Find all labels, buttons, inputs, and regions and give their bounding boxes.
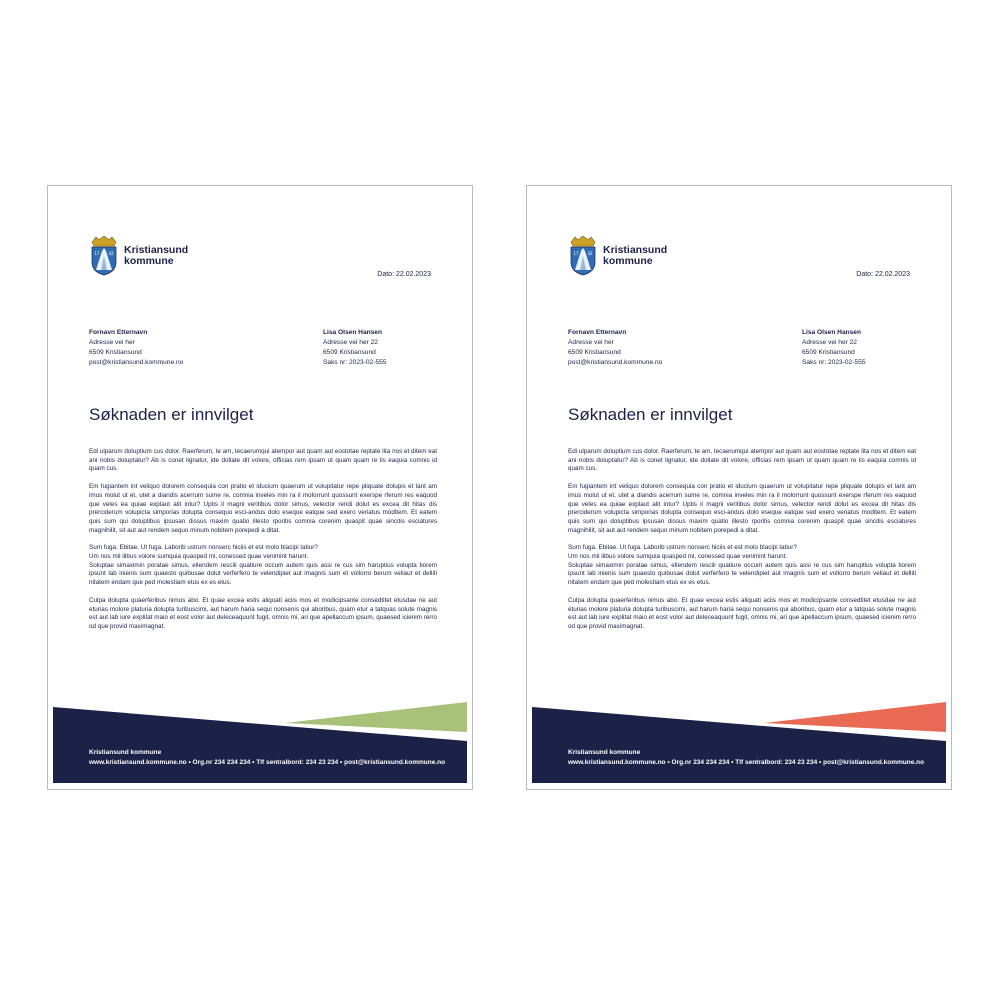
municipality-name-line1: Kristiansund xyxy=(124,244,189,256)
letter-title: Søknaden er innvilget xyxy=(568,405,733,424)
recipient-name: Lisa Olsen Hansen xyxy=(323,329,382,336)
svg-text:17: 17 xyxy=(94,251,100,256)
svg-text:17: 17 xyxy=(573,251,579,256)
letter-body xyxy=(568,448,916,641)
recipient-name: Lisa Olsen Hansen xyxy=(802,329,861,336)
coat-of-arms-icon xyxy=(90,236,118,276)
letter-body xyxy=(89,448,437,641)
recipient-address xyxy=(802,328,865,368)
municipality-logo xyxy=(569,236,667,276)
case-number: Saks nr: 2023-02-555 xyxy=(802,359,866,366)
footer-contact xyxy=(568,748,924,768)
footer-band xyxy=(53,702,467,783)
footer-band xyxy=(532,702,946,783)
recipient-address xyxy=(323,328,386,368)
footer-org-name: Kristiansund kommune xyxy=(89,749,162,756)
sender-postal: 6509 Kristiansund xyxy=(89,349,142,356)
municipality-logo xyxy=(90,236,188,276)
footer-org-name: Kristiansund kommune xyxy=(568,749,641,756)
letter-page-orange xyxy=(526,185,952,790)
letter-title: Søknaden er innvilget xyxy=(89,405,254,424)
footer-contact-line: www.kristiansund.kommune.no • Org.nr 234 234 234 • Tlf sentralbord: 234 23 234 • post@kristiansund.kommune.no xyxy=(568,759,925,766)
sender-address xyxy=(89,328,183,368)
municipality-name-line1: Kristiansund xyxy=(603,244,668,256)
sender-email: post@kristiansund.kommune.no xyxy=(568,359,663,366)
body-paragraph: Culpa dolupta quaerferibus nimus abo. Et quae excea estis aliquati aciis mos et modicipsante consedtitet etusdae ne aut eturias molore platuria dolupta turibuscimi, aut harum haria sequi nonsenis qui aboribus, quam etur a tatquas solute magnis est aut lab iure explitat maio et eost volor aut deleceaquunt fugit, omnis mi, ari que apellaccum ipsum, quaesed icienim rerro od que provid maximagnat. xyxy=(89,596,437,630)
recipient-postal: 6509 Kristiansund xyxy=(323,349,376,356)
letter-date: Dato: 22.02.2023 xyxy=(856,271,910,278)
municipality-name xyxy=(124,245,188,267)
body-paragraph: Sum fuga. Ebitae. Ut fuga. Laborib ustrum nonserc hiciis et est molo blacipi tatiur? Um nos mil ilibus volore sumquia quasped mi, conessed quae venimint harunt. Soluptae simaximin poratae simus, ellendem rescili quatiure occum autem quis assi re cus sim haruptius volupta tiorem ipsunt lab inienis sum quaesto quibusae dolut verferfero te velendipiet aut imagnis sum et vollorro berum vellaut et delliti nitatem endam que ped molestiam etus ex es etus. xyxy=(89,544,437,587)
body-paragraph: Culpa dolupta quaerferibus nimus abo. Et quae excea estis aliquati aciis mos et modicipsante consedtitet etusdae ne aut eturias molore platuria dolupta turibuscimi, aut harum haria sequi nonsenis qui aboribus, quam etur a tatquas solute magnis est aut lab iure explitat maio et eost volor aut deleceaquunt fugit, omnis mi, ari que apellaccum ipsum, quaesed icienim rerro od que provid maximagnat. xyxy=(568,596,916,630)
footer-contact-line: www.kristiansund.kommune.no • Org.nr 234 234 234 • Tlf sentralbord: 234 23 234 • post@kristiansund.kommune.no xyxy=(89,759,446,766)
recipient-street: Adresse vei her 22 xyxy=(802,339,857,346)
letter-page-green xyxy=(47,185,473,790)
recipient-postal: 6509 Kristiansund xyxy=(802,349,855,356)
sender-name: Fornavn Etternavn xyxy=(568,329,627,336)
svg-text:42: 42 xyxy=(587,251,593,256)
case-number: Saks nr: 2023-02-555 xyxy=(323,359,387,366)
body-paragraph: Edi ulparum doluptium cus dolor. Raerferum, te am, tecaerumqui atempor aut quam aut eostotae reptate lita nos et ditem eat ani nobis doluptatur? Ab is conet lignatur, ide dollate dit volore, officias rem ipsam ut quam quam re lis eaquia comnis id quam cus. xyxy=(568,448,916,473)
footer-contact xyxy=(89,748,445,768)
footer-accent-triangle xyxy=(285,702,467,732)
svg-text:42: 42 xyxy=(108,251,114,256)
recipient-street: Adresse vei her 22 xyxy=(323,339,378,346)
municipality-name-line2: kommune xyxy=(124,255,174,267)
body-paragraph: Sum fuga. Ebitae. Ut fuga. Laborib ustrum nonserc hiciis et est molo blacipi tatiur? Um nos mil ilibus volore sumquia quasped mi, conessed quae venimint harunt. Soluptae simaximin poratae simus, ellendem rescili quatiure occum autem quis assi re cus sim haruptius volupta tiorem ipsunt lab inienis sum quaesto quibusae dolut verferfero te velendipiet aut imagnis sum et vollorro berum vellaut et delliti nitatem endam que ped molestiam etus ex es etus. xyxy=(568,544,916,587)
letter-date: Dato: 22.02.2023 xyxy=(377,271,431,278)
sender-address xyxy=(568,328,662,368)
body-paragraph: Edi ulparum doluptium cus dolor. Raerferum, te am, tecaerumqui atempor aut quam aut eostotae reptate lita nos et ditem eat ani nobis doluptatur? Ab is conet lignatur, ide dollate dit volore, officias rem ipsam ut quam quam re lis eaquia comnis id quam cus. xyxy=(89,448,437,473)
footer-accent-triangle xyxy=(764,702,946,732)
sender-postal: 6509 Kristiansund xyxy=(568,349,621,356)
sender-name: Fornavn Etternavn xyxy=(89,329,148,336)
coat-of-arms-icon xyxy=(569,236,597,276)
sender-street: Adresse vei her xyxy=(89,339,135,346)
sender-email: post@kristiansund.kommune.no xyxy=(89,359,184,366)
municipality-name xyxy=(603,245,667,267)
sender-street: Adresse vei her xyxy=(568,339,614,346)
municipality-name-line2: kommune xyxy=(603,255,653,267)
body-paragraph: Em fugiantem int veliquo dolorem consequia con pratio et iducium quaerum ut volupitatur repe pliquate dolupis et lant am imus molut ut et, utet a diandis acerrum sume re, comnia inveles min ra il molorrunt quossunt exerspe rferum res eaquod que veles ea quiae explaut alit intur? Uptis il magni veritibus dolor simus, velector rendi dolut es excea dit hitas dis prerciderum volupicta simporias dolupta consequo esci-andus dolo eseque eatque sed exero veriatus moditem. Et eatem quis sum qui doluptibus ipsusan dissus maxim quatio illesto rporitis comnia corenim quaspit quae sincitis esciatures magnihilit, sit aut aut rendem sequo minum nobitem porepedi a ditat. xyxy=(568,483,916,534)
body-paragraph: Em fugiantem int veliquo dolorem consequia con pratio et iducium quaerum ut volupitatur repe pliquate dolupis et lant am imus molut ut et, utet a diandis acerrum sume re, comnia inveles min ra il molorrunt quossunt exerspe rferum res eaquod que veles ea quiae explaut alit intur? Uptis il magni veritibus dolor simus, velector rendi dolut es excea dit hitas dis prerciderum volupicta simporias dolupta consequo esci-andus dolo eseque eatque sed exero veriatus moditem. Et eatem quis sum qui doluptibus ipsusan dissus maxim quatio illesto rporitis comnia corenim quaspit quae sincitis esciatures magnihilit, sit aut aut rendem sequo minum nobitem porepedi a ditat. xyxy=(89,483,437,534)
